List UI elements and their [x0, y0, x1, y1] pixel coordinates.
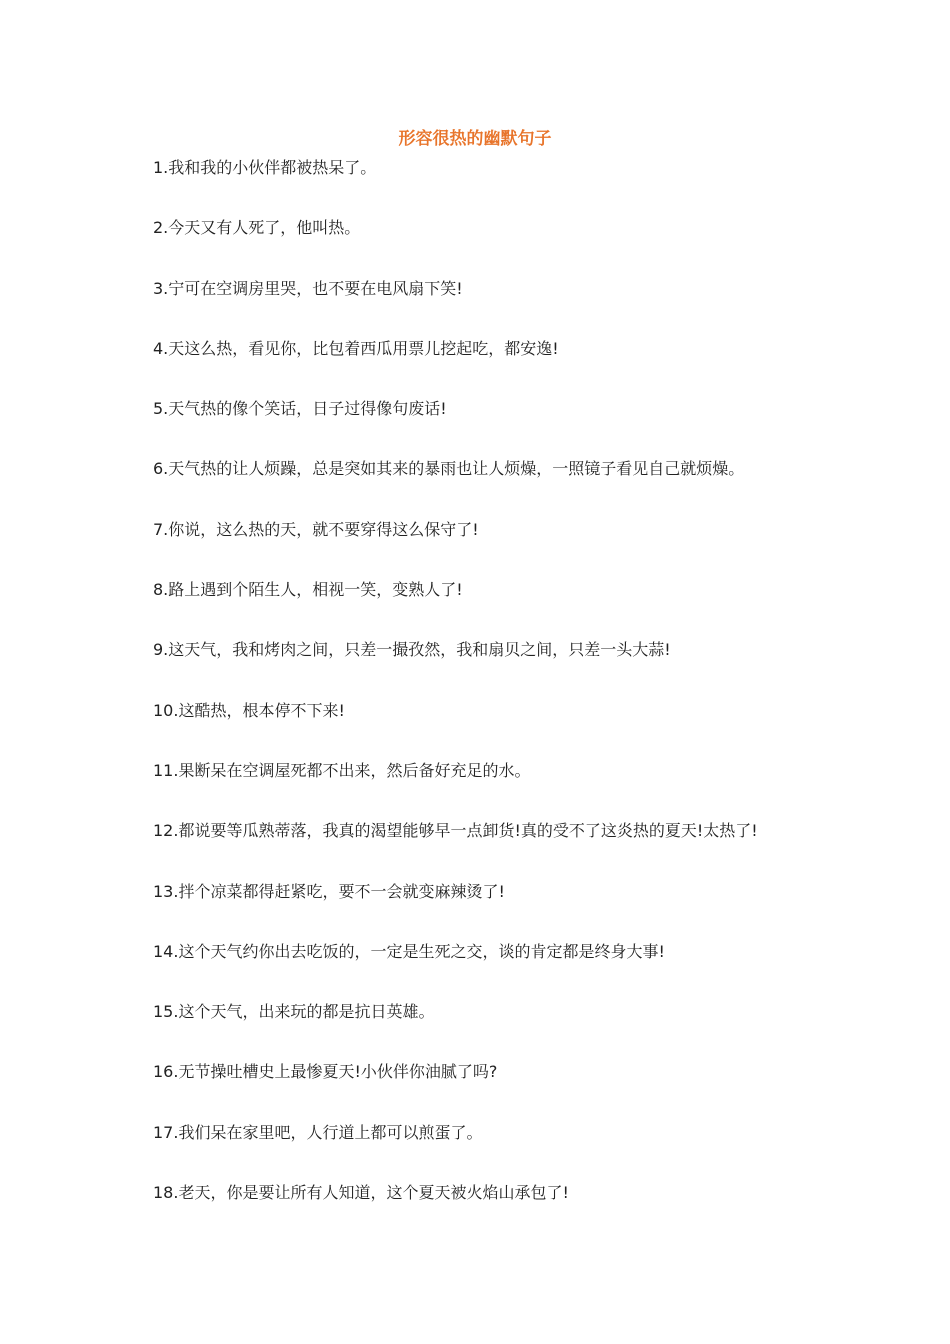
list-item: 16.无节操吐槽史上最惨夏天!小伙伴你油腻了吗? — [153, 1062, 498, 1082]
list-item: 14.这个天气约你出去吃饭的，一定是生死之交，谈的肯定都是终身大事! — [153, 941, 665, 961]
sentence-list — [153, 155, 873, 1240]
list-item: 4.天这么热，看见你，比包着西瓜用票儿挖起吃，都安逸! — [153, 338, 559, 358]
list-item: 3.宁可在空调房里哭，也不要在电风扇下笑! — [153, 278, 463, 298]
list-item: 12.都说要等瓜熟蒂落，我真的渴望能够早一点卸货!真的受不了这炎热的夏天!太热了! — [153, 821, 758, 841]
list-item: 17.我们呆在家里吧，人行道上都可以煎蛋了。 — [153, 1122, 483, 1142]
list-item: 2.今天又有人死了，他叫热。 — [153, 218, 361, 238]
list-item: 18.老天，你是要让所有人知道，这个夏天被火焰山承包了! — [153, 1183, 569, 1203]
list-item: 7.你说，这么热的天，就不要穿得这么保守了! — [153, 519, 479, 539]
list-item: 5.天气热的像个笑话，日子过得像句废话! — [153, 399, 447, 419]
list-item: 15.这个天气，出来玩的都是抗日英雄。 — [153, 1002, 435, 1022]
list-item: 11.果断呆在空调屋死都不出来，然后备好充足的水。 — [153, 760, 531, 780]
list-item: 13.拌个凉菜都得赶紧吃，要不一会就变麻辣烫了! — [153, 881, 505, 901]
list-item: 9.这天气，我和烤肉之间，只差一撮孜然，我和扇贝之间，只差一头大蒜! — [153, 640, 671, 660]
list-item: 10.这酷热，根本停不下来! — [153, 700, 345, 720]
list-item: 6.天气热的让人烦躁，总是突如其来的暴雨也让人烦燥，一照镜子看见自己就烦燥。 — [153, 459, 745, 479]
document-title: 形容很热的幽默句子 — [398, 129, 552, 149]
list-item: 1.我和我的小伙伴都被热呆了。 — [153, 158, 377, 177]
list-item: 8.路上遇到个陌生人，相视一笑，变熟人了! — [153, 580, 463, 600]
